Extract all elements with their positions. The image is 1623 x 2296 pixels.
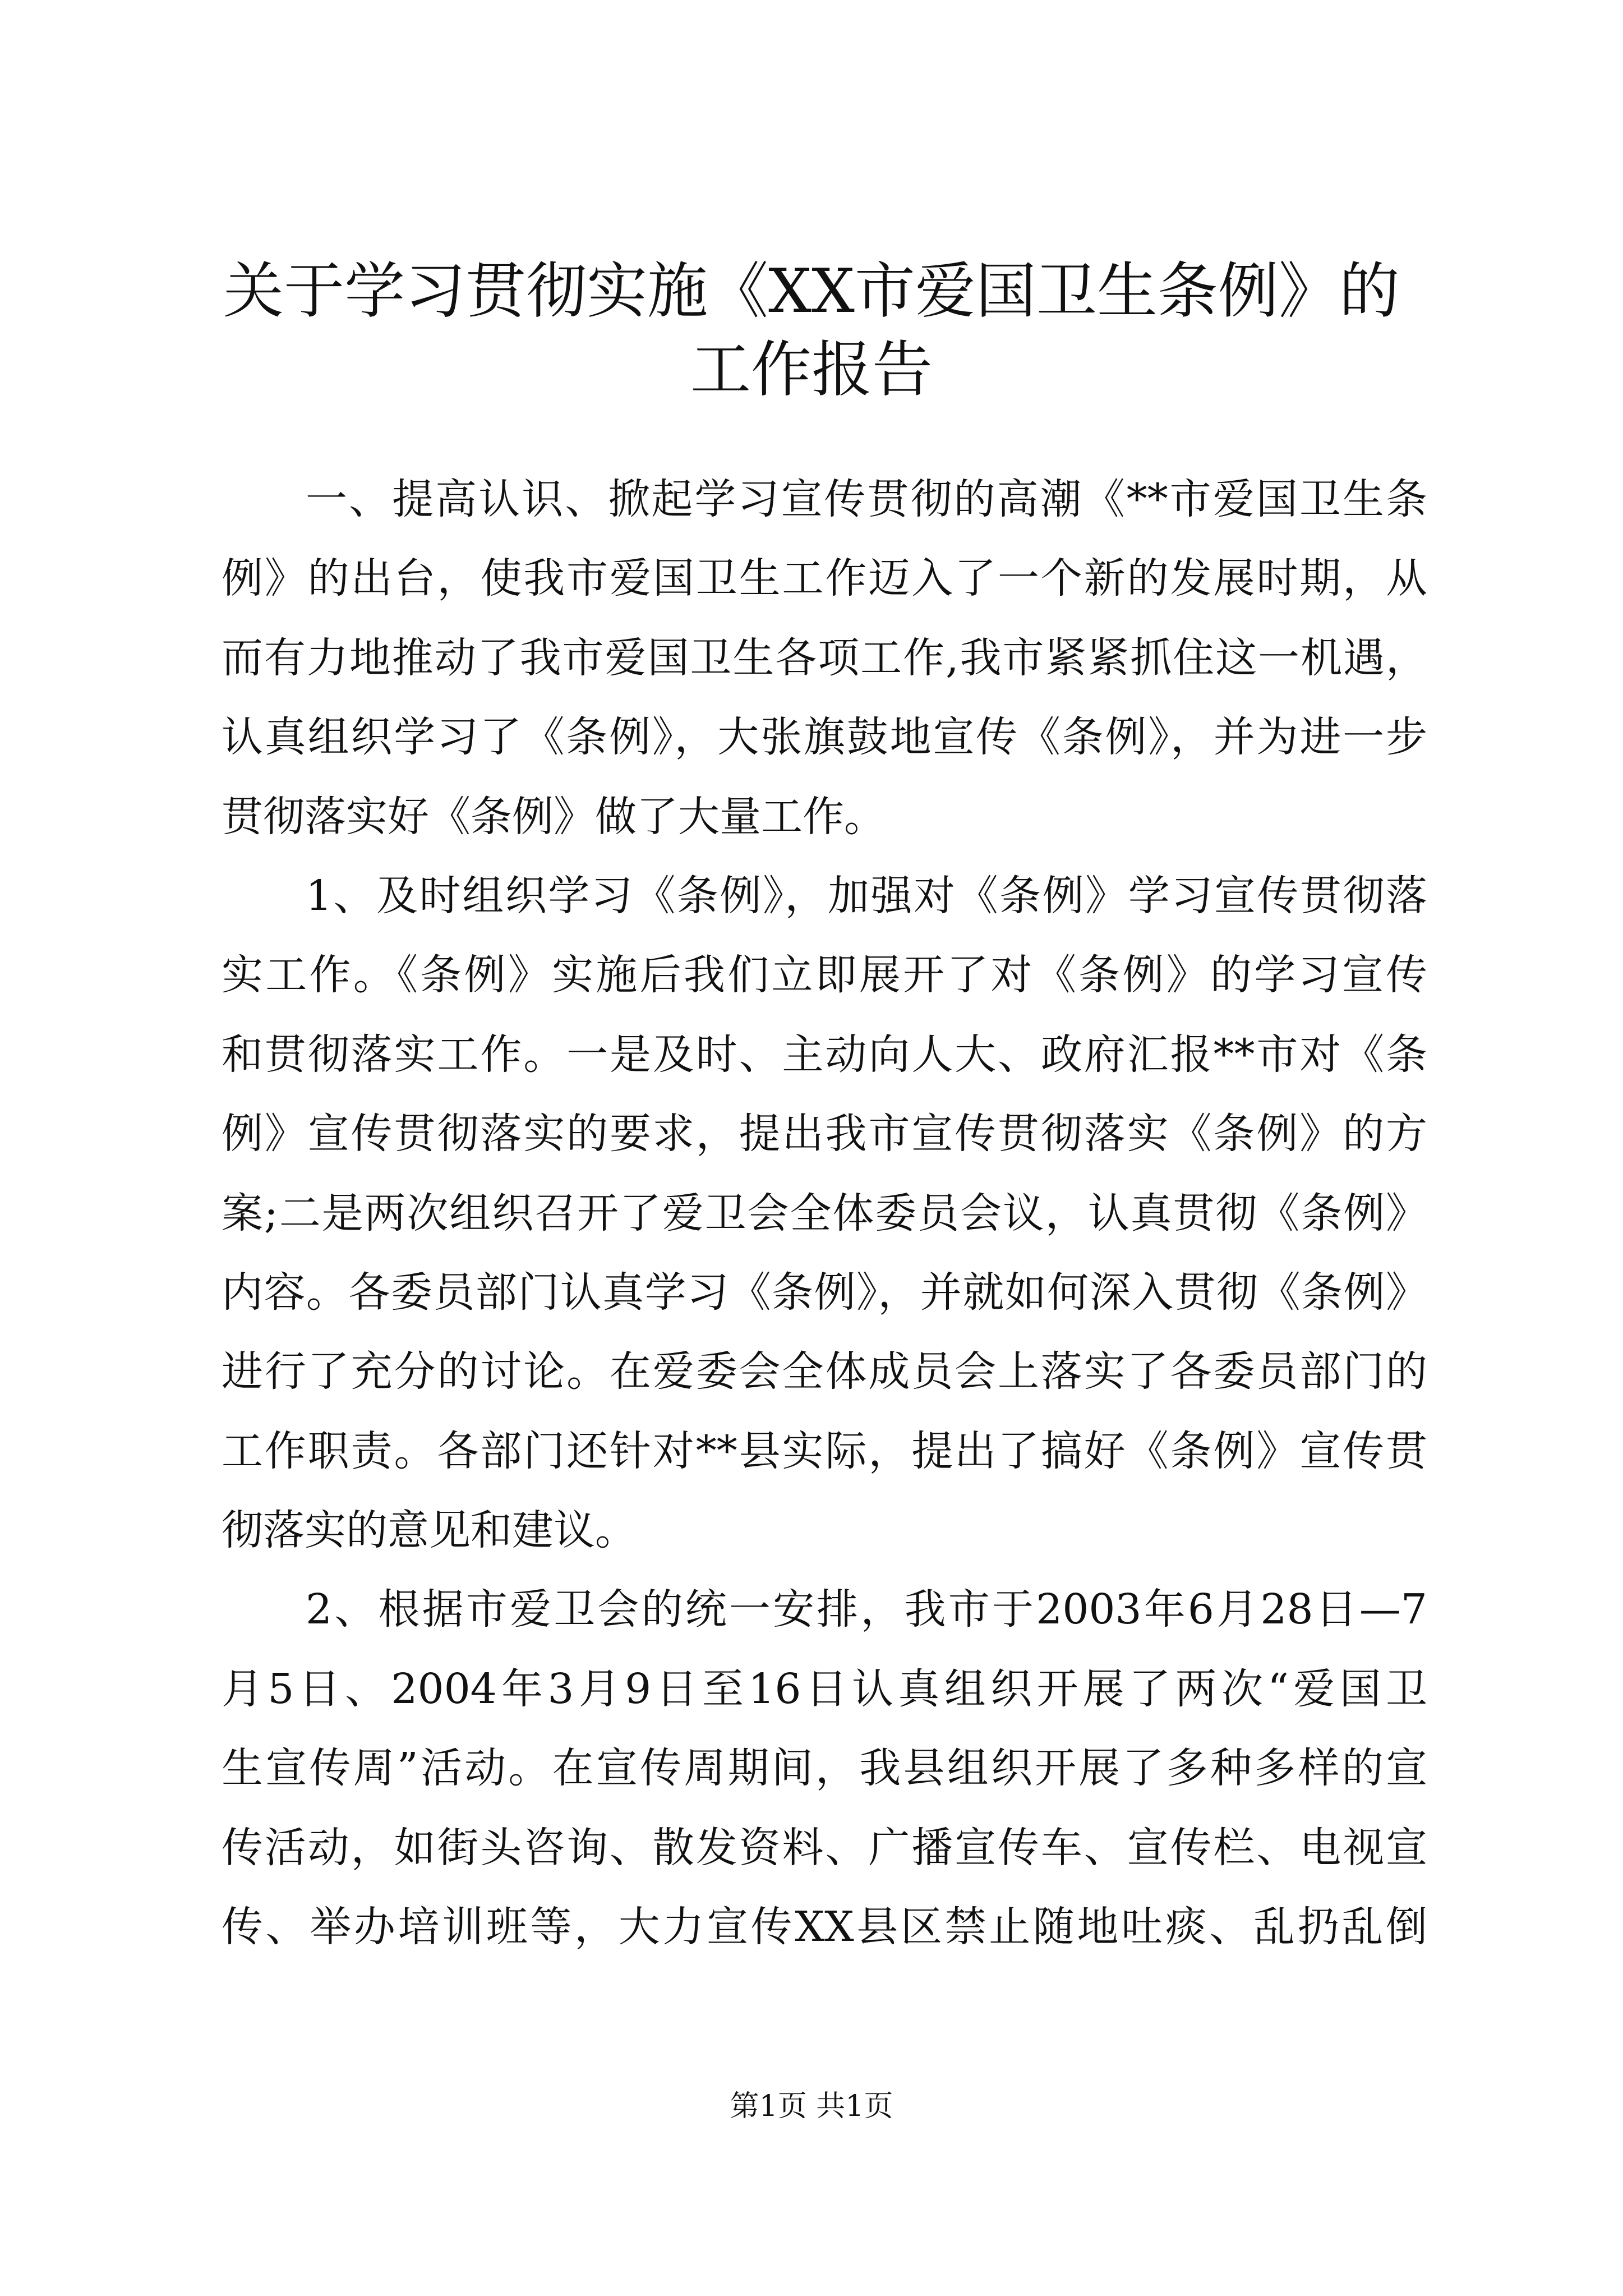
text-line: 传、举办培训班等，大力宣传XX县区禁止随地吐痰、乱扔乱倒 [222,1903,1427,1952]
text-line: 内容。各委员部门认真学习《条例》，并就如何深入贯彻《条例》 [222,1268,1427,1317]
text-line: 例》的出台，使我市爱国卫生工作迈入了一个新的发展时期，从 [222,554,1427,603]
text-line: 认真组织学习了《条例》，大张旗鼓地宣传《条例》，并为进一步 [222,713,1427,762]
document-title-line-2: 工作报告 [690,335,933,405]
text-line: 传活动，如街头咨询、散发资料、广播宣传车、宣传栏、电视宣 [222,1823,1427,1872]
text-line: 贯彻落实好《条例》做了大量工作。 [222,792,886,841]
text-line: 工作职责。各部门还针对**县实际，提出了搞好《条例》宣传贯 [222,1427,1427,1475]
text-line: 一、提高认识、掀起学习宣传贯彻的高潮《**市爱国卫生条 [306,475,1427,523]
text-line: 实工作。《条例》实施后我们立即展开了对《条例》的学习宣传 [222,951,1427,1000]
text-line: 和贯彻落实工作。一是及时、主动向人大、政府汇报**市对《条 [222,1030,1427,1079]
document-title-line-1: 关于学习贯彻实施《XX市爱国卫生条例》的 [223,256,1400,326]
text-line: 进行了充分的讨论。在爱委会全体成员会上落实了各委员部门的 [222,1347,1427,1396]
page-footer: 第1页 共1页 [730,2090,893,2123]
text-line: 而有力地推动了我市爱国卫生各项工作,我市紧紧抓住这一机遇， [222,633,1427,682]
text-line: 2、根据市爱卫会的统一安排，我市于2003年6月28日—7 [306,1585,1427,1634]
text-line: 月5日、2004年3月9日至16日认真组织开展了两次“爱国卫 [222,1664,1427,1713]
text-line: 例》宣传贯彻落实的要求，提出我市宣传贯彻落实《条例》的方 [222,1110,1427,1158]
text-line: 生宣传周”活动。在宣传周期间，我县组织开展了多种多样的宣 [222,1744,1427,1793]
text-line: 1、及时组织学习《条例》，加强对《条例》学习宣传贯彻落 [306,871,1427,920]
text-line: 彻落实的意见和建议。 [222,1506,637,1555]
document-body [222,460,1427,1967]
text-line: 案;二是两次组织召开了爱卫会全体委员会议，认真贯彻《条例》 [222,1189,1427,1237]
